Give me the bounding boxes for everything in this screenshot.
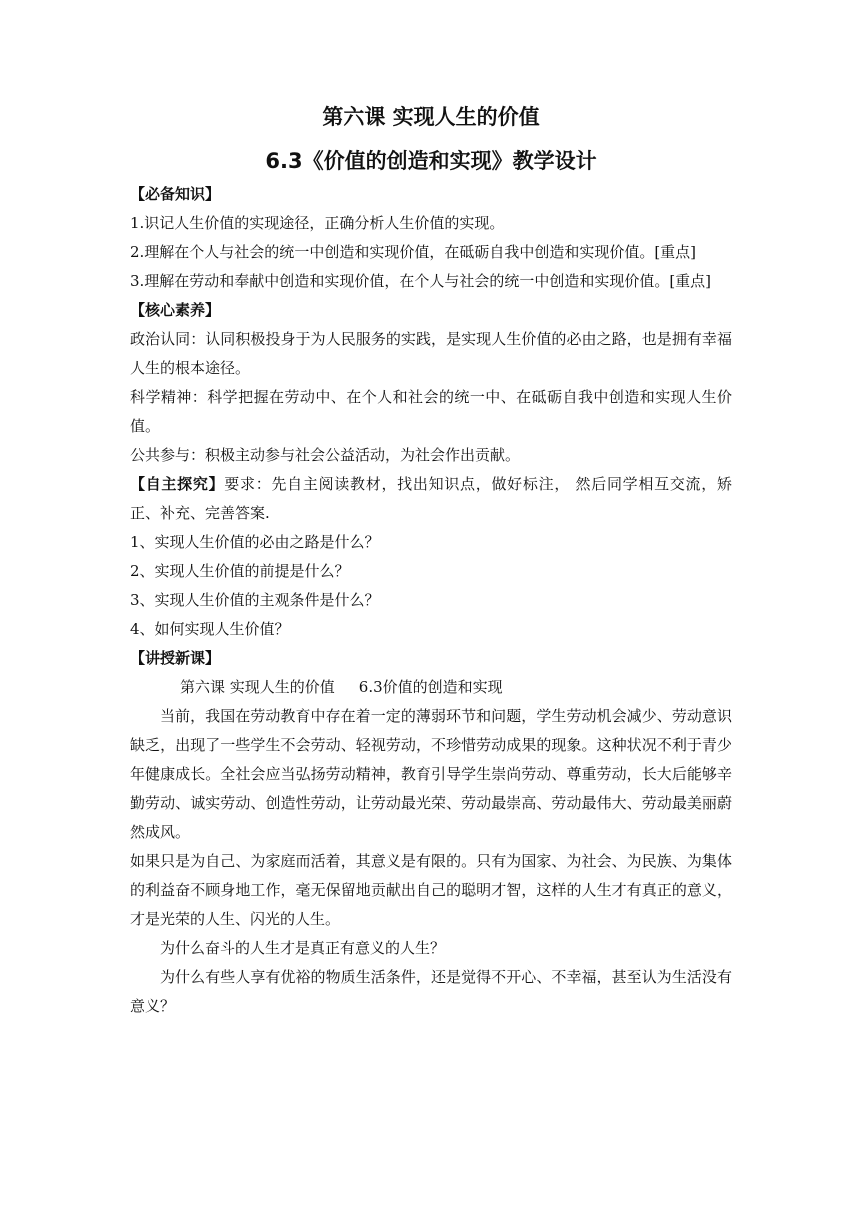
document-title: 第六课 实现人生的价值 — [322, 105, 540, 129]
section-heading-lecture: 【讲授新课】 — [130, 649, 221, 667]
lesson-title-right: 6.3价值的创造和实现 — [358, 678, 503, 696]
literacy-item: 科学精神：科学把握在劳动中、在个人和社会的统一中、在砥砺自我中创造和实现人生价值。 — [130, 388, 732, 435]
document-subtitle: 6.3《价值的创造和实现》教学设计 — [265, 149, 597, 173]
literacy-item: 公共参与：积极主动参与社会公益活动，为社会作出贡献。 — [130, 446, 521, 464]
explore-question: 1、实现人生价值的必由之路是什么？ — [130, 533, 380, 551]
explore-requirement: 要求：先自主阅读教材，找出知识点，做好标注， 然后同学相互交流，矫正、补充、完善答案. — [130, 475, 732, 522]
knowledge-item: 3.理解在劳动和奉献中创造和实现价值，在个人与社会的统一中创造和实现价值。[重点] — [130, 272, 712, 290]
lesson-title-left: 第六课 实现人生的价值 — [180, 678, 335, 696]
lecture-paragraph: 当前，我国在劳动教育中存在着一定的薄弱环节和问题，学生劳动机会减少、劳动意识缺乏，出现了一些学生不会劳动、轻视劳动，不珍惜劳动成果的现象。这种状况不利于青少年健康成长。全社会应当弘扬劳动精神，教育引导学生崇尚劳动、尊重劳动，长大后能够辛勤劳动、诚实劳动、创造性劳动，让劳动最光荣、劳动最崇高、劳动最伟大、劳动最美丽蔚然成风。 — [130, 707, 732, 841]
section-heading-explore: 【自主探究】 — [130, 475, 225, 493]
literacy-item: 政治认同：认同积极投身于为人民服务的实践，是实现人生价值的必由之路，也是拥有幸福人生的根本途径。 — [130, 330, 732, 377]
knowledge-item: 1.识记人生价值的实现途径，正确分析人生价值的实现。 — [130, 214, 505, 232]
section-heading-literacy: 【核心素养】 — [130, 301, 221, 319]
lecture-paragraph: 如果只是为自己、为家庭而活着，其意义是有限的。只有为国家、为社会、为民族、为集体的利益奋不顾身地工作，毫无保留地贡献出自己的聪明才智，这样的人生才有真正的意义，才是光荣的人生、闪光的人生。 — [130, 852, 732, 928]
explore-question: 2、实现人生价值的前提是什么？ — [130, 562, 350, 580]
section-heading-knowledge: 【必备知识】 — [130, 185, 221, 203]
section-explore — [130, 470, 732, 644]
document-body — [130, 100, 732, 1021]
lecture-paragraph: 为什么有些人享有优裕的物质生活条件，还是觉得不开心、不幸福，甚至认为生活没有意义？ — [130, 968, 732, 1015]
section-knowledge — [130, 180, 732, 296]
lecture-paragraph: 为什么奋斗的人生才是真正有意义的人生？ — [160, 939, 446, 957]
explore-question: 3、实现人生价值的主观条件是什么？ — [130, 591, 380, 609]
lesson-title — [130, 673, 732, 702]
section-lecture — [130, 644, 732, 1021]
knowledge-item: 2.理解在个人与社会的统一中创造和实现价值，在砥砺自我中创造和实现价值。[重点] — [130, 243, 697, 261]
explore-intro — [130, 470, 732, 528]
explore-question: 4、如何实现人生价值？ — [130, 620, 290, 638]
section-literacy — [130, 296, 732, 470]
